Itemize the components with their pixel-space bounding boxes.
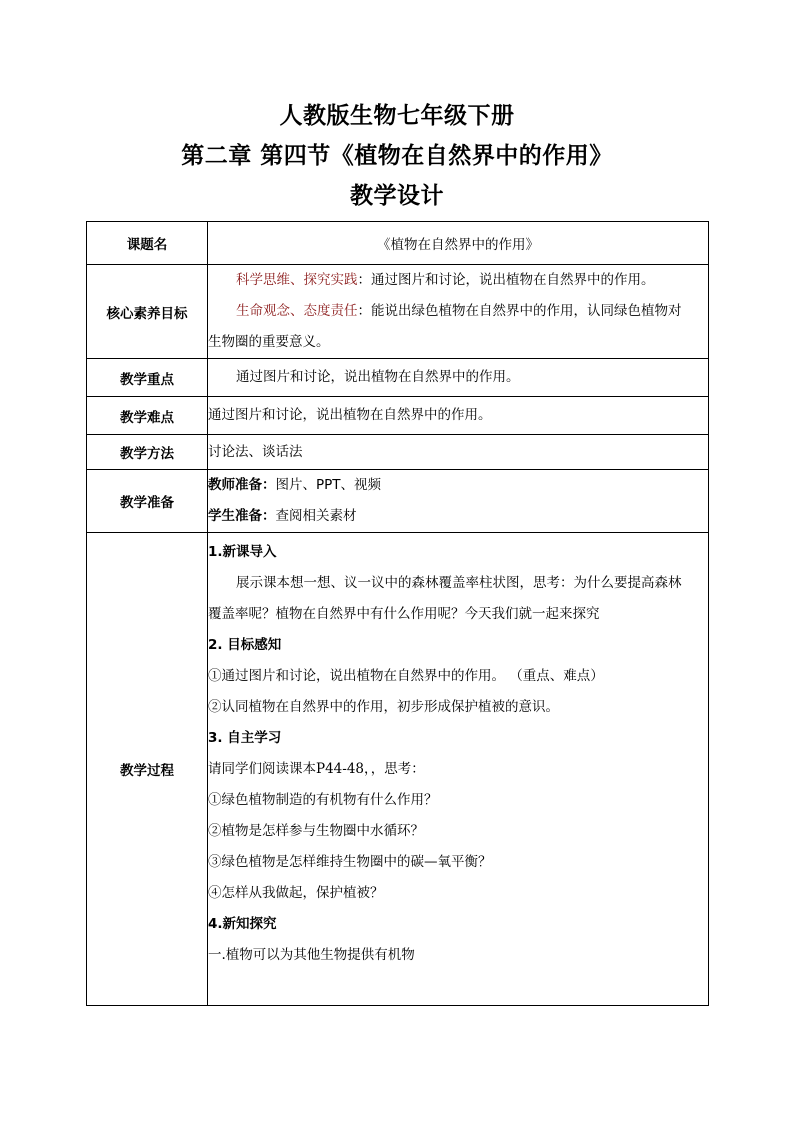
section-3-question-3: ③绿色植物是怎样维持生物圈中的碳—氧平衡？ [208,854,492,870]
teacher-prep-value: 图片、PPT、视频 [275,477,382,493]
student-prep-label: 学生准备： [208,508,276,524]
section-4-item-1: 一.植物可以为其他生物提供有机物 [208,947,415,963]
row-method [87,435,709,470]
literacy-text-2-cont: 生物圈的重要意义。 [208,334,330,350]
literacy-value [208,265,709,359]
teacher-prep-label: 教师准备： [208,477,276,493]
literacy-label: 核心素养目标 [87,265,208,359]
method-value: 讨论法、谈话法 [208,443,303,460]
section-4-heading: 4.新知探究 [208,916,277,932]
row-key-point [87,359,709,397]
row-process [87,533,709,1006]
lesson-plan-table [86,221,709,1006]
literacy-tag-1: 科学思维、探究实践 [236,272,358,288]
row-topic [87,222,709,265]
section-3-intro: 请同学们阅读课本P44-48，，思考： [208,761,425,777]
section-3-question-4: ④怎样从我做起，保护植被？ [208,885,384,901]
section-1-text-b: 覆盖率呢？植物在自然界中有什么作用呢？今天我们就一起来探究 [208,606,600,622]
preparation-label: 教学准备 [87,470,208,533]
literacy-text-1: ：通过图片和讨论，说出植物在自然界中的作用。 [357,272,655,288]
literacy-tag-2: 生命观念、态度责任 [236,303,358,319]
process-label: 教学过程 [87,533,208,1006]
row-preparation [87,470,709,533]
document-title: 人教版生物七年级下册 [279,102,515,129]
section-3-heading: 3. 自主学习 [208,730,282,746]
method-label: 教学方法 [87,435,208,470]
section-1-heading: 1.新课导入 [208,544,277,560]
section-3-question-1: ①绿色植物制造的有机物有什么作用？ [208,792,438,808]
topic-value: 《植物在自然界中的作用》 [208,222,709,265]
chapter-title: 第二章 第四节《植物在自然界中的作用》 [181,142,613,169]
student-prep-value: 查阅相关素材 [275,508,357,524]
difficulty-value: 通过图片和讨论，说出植物在自然界中的作用。 [208,407,492,423]
section-2-heading: 2. 目标感知 [208,637,282,653]
section-2-item-2: ②认同植物在自然界中的作用，初步形成保护植被的意识。 [208,699,559,715]
literacy-text-2: ：能说出绿色植物在自然界中的作用，认同绿色植物对 [357,303,682,319]
difficulty-label: 教学难点 [87,397,208,435]
document-header [0,96,794,216]
key-point-value: 通过图片和讨论，说出植物在自然界中的作用。 [236,369,520,385]
topic-label: 课题名 [87,222,208,265]
section-2-item-1: ①通过图片和讨论，说出植物在自然界中的作用。 （重点、难点） [208,668,604,684]
design-title: 教学设计 [350,182,444,209]
row-difficulty [87,397,709,435]
row-literacy [87,265,709,359]
section-1-text-a: 展示课本想一想、议一议中的森林覆盖率柱状图，思考：为什么要提高森林 [236,575,682,591]
section-3-question-2: ②植物是怎样参与生物圈中水循环？ [208,823,424,839]
key-point-label: 教学重点 [87,359,208,397]
